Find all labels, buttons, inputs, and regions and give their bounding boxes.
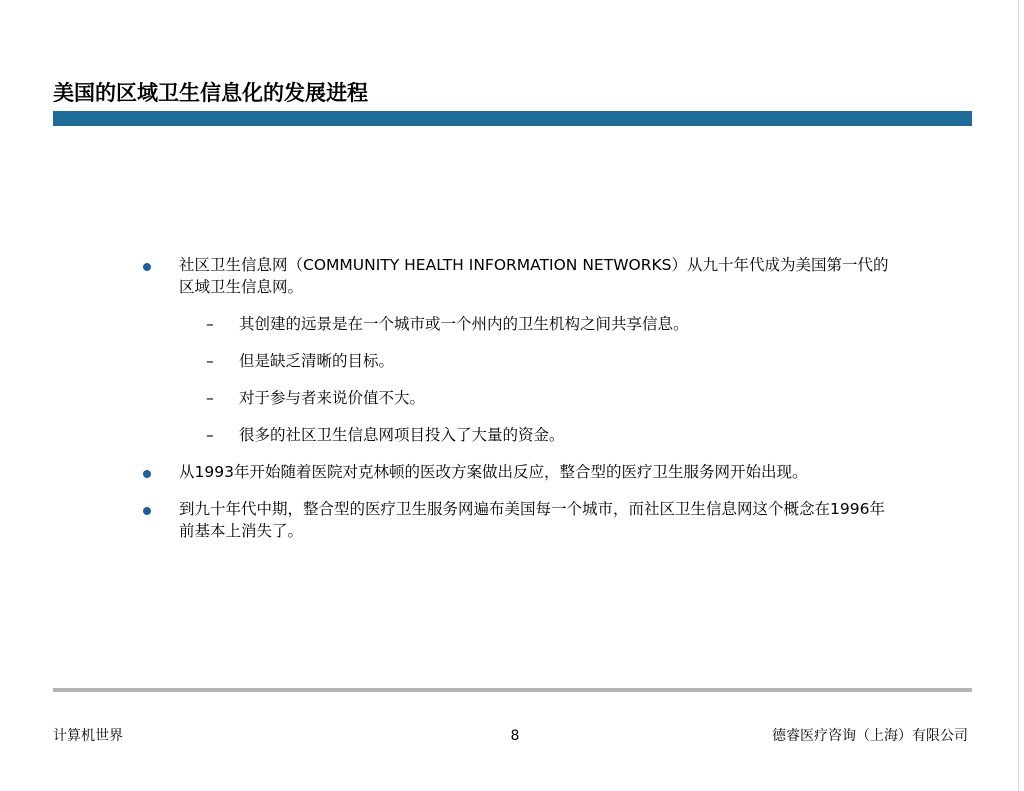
- sub-bullet-item: [138, 313, 898, 335]
- slide-title: 美国的区域卫生信息化的发展进程: [53, 81, 368, 105]
- sub-bullet-text: 其创建的远景是在一个城市或一个州内的卫生机构之间共享信息。: [239, 315, 689, 333]
- sub-bullet-item: [138, 424, 898, 446]
- slide-edge-divider: [1018, 0, 1019, 791]
- title-underline-bar: [53, 111, 972, 126]
- bullet-text: 从1993年开始随着医院对克林顿的医改方案做出反应，整合型的医疗卫生服务网开始出现。: [179, 463, 808, 481]
- dash-icon: –: [206, 389, 214, 407]
- dash-icon: –: [206, 315, 214, 333]
- dash-icon: –: [206, 426, 214, 444]
- page-number: 8: [510, 728, 520, 744]
- bullet-dot-icon: [143, 470, 151, 478]
- bullet-list: [138, 254, 898, 557]
- bullet-dot-icon: [143, 507, 151, 515]
- bullet-item: [138, 461, 898, 483]
- bullet-text: 社区卫生信息网（COMMUNITY HEALTH INFORMATION NETWORKS）从九十年代成为美国第一代的区域卫生信息网。: [179, 256, 889, 296]
- bullet-dot-icon: [143, 263, 151, 271]
- bullet-text: 到九十年代中期，整合型的医疗卫生服务网遍布美国每一个城市，而社区卫生信息网这个概念在1996年前基本上消失了。: [179, 500, 885, 540]
- dash-icon: –: [206, 352, 214, 370]
- sub-bullet-item: [138, 350, 898, 372]
- sub-bullet-text: 但是缺乏清晰的目标。: [239, 352, 395, 370]
- bullet-item: [138, 254, 898, 446]
- footer-divider: [53, 688, 972, 692]
- bullet-item: [138, 498, 898, 542]
- sub-bullet-item: [138, 387, 898, 409]
- sub-bullet-text: 很多的社区卫生信息网项目投入了大量的资金。: [239, 426, 565, 444]
- sub-bullet-text: 对于参与者来说价值不大。: [239, 389, 426, 407]
- footer-source: 计算机世界: [53, 728, 123, 744]
- footer-company: 德睿医疗咨询（上海）有限公司: [772, 728, 968, 744]
